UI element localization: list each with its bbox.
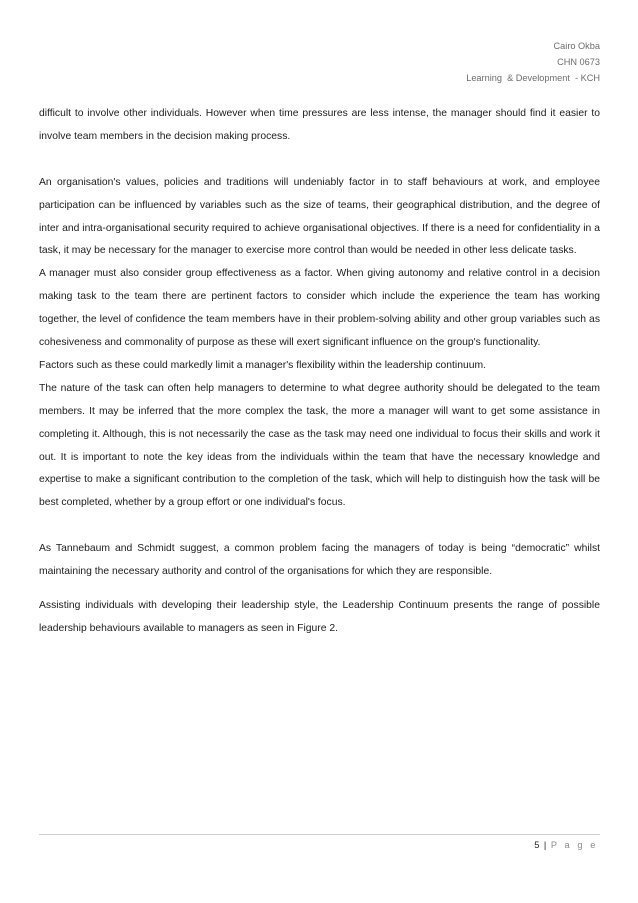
page-number: 5 [534, 840, 540, 850]
author-name: Cairo Okba [553, 41, 600, 51]
paragraph-group-effectiveness: A manager must also consider group effectiveness as a factor. When giving autonomy and relative control in a decision making task to the team there are pertinent factors to consider which include the experience the team has working together, the level of confidence the team members have in their problem-solving ability and other group variables such as cohesiveness and commonality of purpose as these will exert significant influence on the group's functionality. [39, 268, 600, 349]
paragraph-organisation-values: An organisation's values, policies and traditions will undeniably factor in to staff behaviours at work, and employee participation can be influenced by variables such as the size of teams, their geographical distribution, and the degree of inter and intra-organisational security required to achieve organisational objectives. If there is a need for confidentiality in a task, it may be necessary for the manager to exercise more control than would be needed in other less delicate tasks. [39, 176, 600, 257]
paragraph-task-nature: The nature of the task can often help managers to determine to what degree authority should be delegated to the team members. It may be inferred that the more complex the task, the more a manager will want to get some assistance in completing it. Although, this is not necessarily the case as the task may need one individual to focus their skills and work it out. It is important to note the key ideas from the individuals within the team that have the necessary knowledge and expertise to make a significant contribution to the completion of the task, which will help to distinguish how the task will be best completed, whether by a group effort or one individual's focus. [39, 382, 600, 509]
paragraph-leadership-continuum: Assisting individuals with developing their leadership style, the Leadership Continuum presents the range of possible leadership behaviours available to managers as seen in Figure 2. [39, 600, 600, 634]
footer-divider [39, 834, 600, 835]
department-line: Learning & Development - KCH [466, 73, 600, 83]
page-footer [534, 838, 598, 852]
paragraph-factors: Factors such as these could markedly limit a manager's flexibility within the leadership continuum. [39, 359, 486, 371]
student-code: CHN 0673 [557, 57, 600, 67]
footer-separator: | [543, 840, 547, 850]
paragraph-continuation: difficult to involve other individuals. However when time pressures are less intense, the manager should find it easier to involve team members in the decision making process. [39, 108, 600, 142]
page-label: P a g e [550, 840, 598, 850]
page-body [39, 103, 600, 641]
paragraph-tannebaum-schmidt: As Tannebaum and Schmidt suggest, a common problem facing the managers of today is being “democratic” whilst maintaining the necessary authority and control of the organisations for which they are responsible. [39, 543, 600, 578]
page-header [466, 38, 600, 86]
